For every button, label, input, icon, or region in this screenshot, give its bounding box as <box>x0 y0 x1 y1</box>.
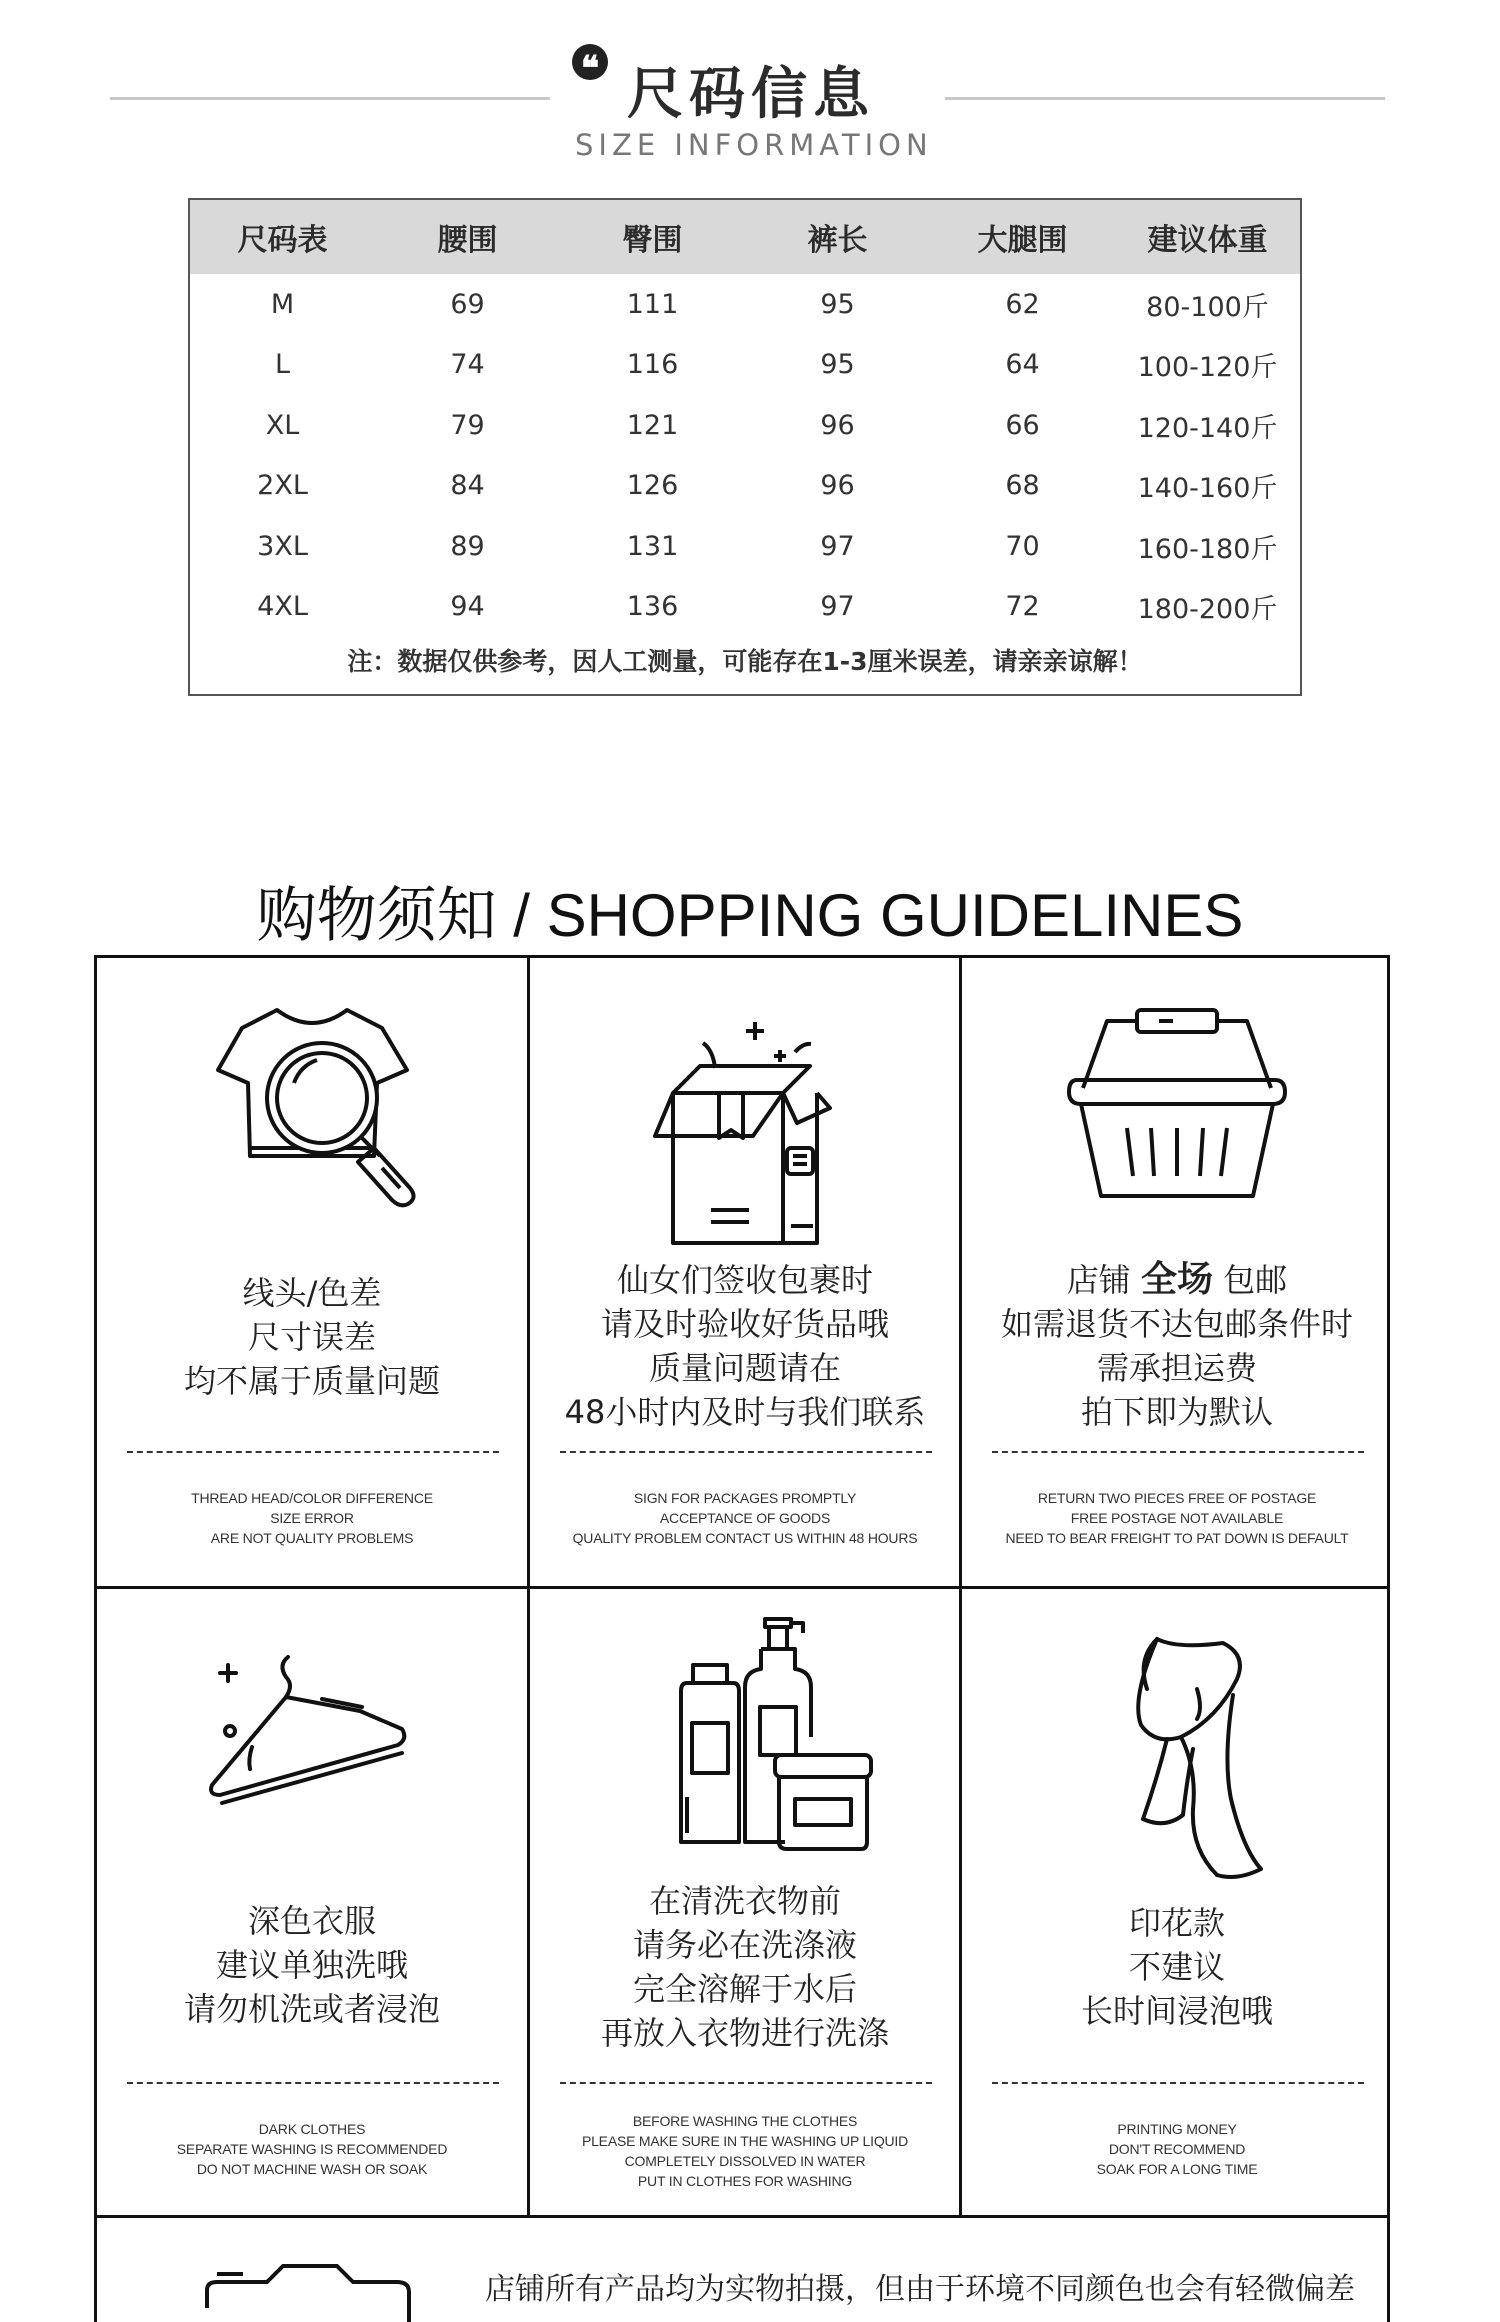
size-table-note: 注：数据仅供参考，因人工测量，可能存在1-3厘米误差，请亲亲谅解！ <box>347 647 1143 676</box>
size-table-header: 建议体重 <box>1115 200 1300 274</box>
shopping-basket-icon <box>962 988 1392 1218</box>
card-cn-line: 请勿机洗或者浸泡 <box>183 1990 440 2028</box>
card-en-line: RETURN TWO PIECES FREE OF POSTAGE <box>1037 1490 1317 1506</box>
size-table-cell: 126 <box>626 470 679 502</box>
size-table-cell: 180-200斤 <box>1137 594 1278 626</box>
card-cn-line: 长时间浸泡哦 <box>1080 1992 1273 2030</box>
card-en-line: NEED TO BEAR FREIGHT TO PAT DOWN IS DEFAULT <box>1005 1530 1349 1546</box>
guideline-card <box>530 1589 960 2215</box>
size-table-cell: 72 <box>1005 591 1040 623</box>
size-table-row <box>190 335 1300 396</box>
quote-icon: ❝ <box>572 44 608 80</box>
card-en-line: COMPLETELY DISSOLVED IN WATER <box>624 2153 866 2169</box>
card-dash-divider <box>127 2082 499 2084</box>
card-cn-line: 如需退货不达包邮条件时 <box>1000 1305 1353 1343</box>
bottom-note: 店铺所有产品均为实物拍摄，但由于环境不同颜色也会有轻微偏差 <box>485 2272 1355 2307</box>
card-cn-line: 均不属于质量问题 <box>183 1362 440 1400</box>
card-en-line: SIZE ERROR <box>270 1510 354 1526</box>
size-table-cell: 120-140斤 <box>1137 412 1278 444</box>
size-info-header <box>0 0 1500 175</box>
size-info-title: 尺码信息 <box>627 62 875 127</box>
card-cn-line: 需承担运费 <box>1096 1349 1257 1387</box>
size-table-row <box>190 395 1300 456</box>
size-info-subtitle: SIZE INFORMATION <box>575 128 933 162</box>
card-en-line: SIGN FOR PACKAGES PROMPTLY <box>633 1490 857 1506</box>
size-table-cell: 97 <box>820 591 855 623</box>
card-en-line: BEFORE WASHING THE CLOTHES <box>632 2113 858 2129</box>
size-table-header: 臀围 <box>560 200 745 274</box>
size-table-header-row <box>190 200 1300 274</box>
card-en-line: PUT IN CLOTHES FOR WASHING <box>637 2173 853 2189</box>
scarf-icon <box>962 1619 1392 1849</box>
size-table-row <box>190 274 1300 335</box>
card-cn-line: 尺寸误差 <box>247 1318 376 1356</box>
size-table-cell: 66 <box>1005 409 1040 441</box>
size-table-cell: 95 <box>820 288 855 320</box>
size-table-cell: 3XL <box>257 530 308 562</box>
card-en-line: DO NOT MACHINE WASH OR SOAK <box>196 2161 428 2177</box>
card-en-line: DARK CLOTHES <box>258 2121 366 2137</box>
card-cn-line: 质量问题请在 <box>648 1349 841 1387</box>
size-table-cell: 68 <box>1005 470 1040 502</box>
header-divider-right <box>945 97 1385 100</box>
card-cn-emphasis: 全场 <box>1140 1259 1213 1300</box>
size-table-header: 腰围 <box>375 200 560 274</box>
card-dash-divider <box>560 2082 932 2084</box>
size-table-cell: 136 <box>626 591 679 623</box>
card-cn-line: 请及时验收好货品哦 <box>600 1305 889 1343</box>
size-table-row <box>190 456 1300 517</box>
size-table-cell: 116 <box>626 349 679 381</box>
open-box-icon <box>530 988 960 1218</box>
size-table-header: 裤长 <box>745 200 930 274</box>
size-table-cell: 96 <box>820 470 855 502</box>
card-dash-divider <box>560 1451 932 1453</box>
size-table-cell: 64 <box>1005 349 1040 381</box>
size-table-cell: 4XL <box>257 591 308 623</box>
size-table-cell: 2XL <box>257 470 308 502</box>
tshirt-magnifier-icon <box>97 988 527 1218</box>
card-dash-divider <box>992 2082 1364 2084</box>
size-table-cell: 121 <box>626 409 679 441</box>
card-en-line: ACCEPTANCE OF GOODS <box>659 1510 831 1526</box>
card-en-line: THREAD HEAD/COLOR DIFFERENCE <box>191 1490 433 1506</box>
size-table-header: 尺码表 <box>190 200 375 274</box>
guideline-card <box>962 958 1392 1584</box>
size-table-header: 大腿围 <box>930 200 1115 274</box>
card-cn-line <box>962 1258 1392 1302</box>
size-table-cell: 111 <box>626 288 679 320</box>
guideline-card <box>962 1589 1392 2215</box>
card-dash-divider <box>127 1451 499 1453</box>
card-cn-fragment: 店铺 <box>1066 1261 1141 1299</box>
guideline-card <box>530 958 960 1584</box>
size-table <box>188 198 1302 696</box>
card-cn-line: 建议单独洗哦 <box>215 1946 408 1984</box>
size-table-cell: 79 <box>450 409 485 441</box>
card-en-line: PLEASE MAKE SURE IN THE WASHING UP LIQUID <box>581 2133 909 2149</box>
card-en-line: SOAK FOR A LONG TIME <box>1096 2161 1258 2177</box>
size-table-cell: 62 <box>1005 288 1040 320</box>
card-cn-line: 深色衣服 <box>247 1902 376 1940</box>
size-table-cell: 94 <box>450 591 485 623</box>
size-table-cell: 70 <box>1005 530 1040 562</box>
detergent-bottles-icon <box>530 1597 960 1827</box>
size-table-cell: 100-120斤 <box>1137 352 1278 384</box>
size-table-cell: 131 <box>626 530 679 562</box>
size-table-cell: 160-180斤 <box>1137 533 1278 565</box>
guidelines-title: 购物须知 / SHOPPING GUIDELINES <box>256 882 1244 949</box>
card-cn-line: 在清洗衣物前 <box>648 1882 841 1920</box>
card-en-line: ARE NOT QUALITY PROBLEMS <box>210 1530 414 1546</box>
card-cn-line: 线头/色差 <box>242 1274 382 1312</box>
size-table-row <box>190 516 1300 577</box>
card-en-line: QUALITY PROBLEM CONTACT US WITHIN 48 HOURS <box>572 1530 918 1546</box>
card-dash-divider <box>992 1451 1364 1453</box>
card-cn-line: 请务必在洗涤液 <box>632 1926 857 1964</box>
size-table-row <box>190 577 1300 638</box>
size-table-cell: 96 <box>820 409 855 441</box>
grid-divider <box>97 2215 1387 2218</box>
card-cn-line: 不建议 <box>1128 1948 1225 1986</box>
size-table-cell: XL <box>265 409 300 441</box>
card-cn-line: 印花款 <box>1128 1904 1225 1942</box>
card-en-line: FREE POSTAGE NOT AVAILABLE <box>1070 1510 1284 1526</box>
size-table-cell: 140-160斤 <box>1137 473 1278 505</box>
size-table-cell: 84 <box>450 470 485 502</box>
card-cn-line: 仙女们签收包裹时 <box>616 1261 873 1299</box>
size-table-cell: 74 <box>450 349 485 381</box>
size-table-cell: M <box>270 288 295 320</box>
guidelines-grid <box>94 955 1390 2322</box>
size-table-cell: 89 <box>450 530 485 562</box>
card-en-line: SEPARATE WASHING IS RECOMMENDED <box>176 2141 448 2157</box>
guideline-card <box>97 958 527 1584</box>
size-table-cell: 80-100斤 <box>1146 291 1269 323</box>
size-table-cell: 69 <box>450 288 485 320</box>
card-cn-fragment: 包邮 <box>1213 1261 1288 1299</box>
card-cn-line: 再放入衣物进行洗涤 <box>600 2014 889 2052</box>
hanger-icon <box>97 1619 527 1849</box>
size-table-cell: 97 <box>820 530 855 562</box>
header-divider-left <box>110 97 550 100</box>
card-cn-line: 完全溶解于水后 <box>632 1970 857 2008</box>
camera-icon <box>187 2248 427 2322</box>
card-cn-line: 拍下即为默认 <box>1080 1393 1273 1431</box>
size-table-cell: 95 <box>820 349 855 381</box>
card-en-line: DON'T RECOMMEND <box>1108 2141 1246 2157</box>
size-table-cell: L <box>274 349 291 381</box>
card-en-line: PRINTING MONEY <box>1117 2121 1237 2137</box>
guideline-card <box>97 1589 527 2215</box>
card-cn-line: 48小时内及时与我们联系 <box>564 1393 926 1431</box>
